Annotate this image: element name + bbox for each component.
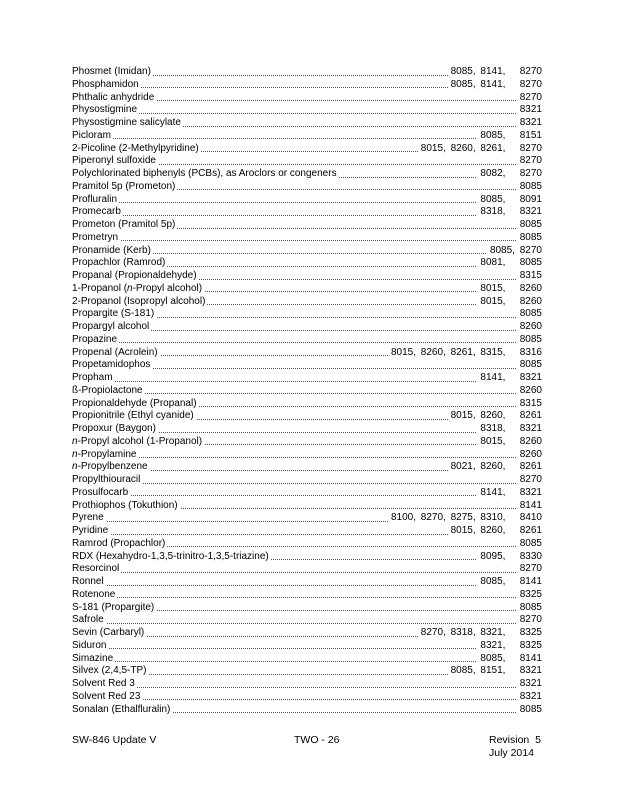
- index-entry: [72, 691, 542, 704]
- dot-leader: [72, 138, 542, 139]
- index-entry: [72, 130, 542, 143]
- index-entry: [72, 270, 542, 283]
- index-entry: [72, 423, 542, 436]
- method-numbers: 8085: [517, 704, 542, 717]
- index-entry: [72, 66, 542, 79]
- index-entry: [72, 117, 542, 130]
- method-numbers: 8260: [517, 385, 542, 398]
- index-entry: [72, 525, 542, 538]
- method-numbers: 8141, 8321: [477, 487, 542, 500]
- dot-leader: [72, 342, 542, 343]
- index-entry: [72, 500, 542, 513]
- method-numbers: 8270: [517, 92, 542, 105]
- method-numbers: 8082, 8270: [477, 168, 542, 181]
- chemical-name: Propoxur (Baygon): [72, 423, 156, 434]
- index-entry: [72, 589, 542, 602]
- chemical-name: n-Propyl alcohol (1-Propanol): [72, 435, 203, 447]
- chemical-name: Phosphamidon: [72, 78, 139, 90]
- chemical-name: Prometryn: [72, 231, 119, 243]
- method-numbers: 8085: [517, 334, 542, 347]
- index-entry: [72, 321, 542, 334]
- chemical-name: 2-Propanol (Isopropyl alcohol): [72, 295, 206, 307]
- method-numbers: 8141, 8321: [477, 372, 542, 385]
- method-numbers: 8321: [517, 117, 542, 130]
- method-numbers: 8081, 8085: [477, 257, 542, 270]
- method-numbers: 8100, 8270, 8275, 8310, 8410: [388, 512, 542, 525]
- method-numbers: 8085: [517, 308, 542, 321]
- dot-leader: [72, 495, 542, 496]
- chemical-name: Propazine: [72, 333, 118, 345]
- chemical-name: Propylthiouracil: [72, 474, 141, 485]
- chemical-name: Sevin (Carbaryl): [72, 627, 145, 638]
- dot-leader: [72, 202, 542, 203]
- index-entry: [72, 640, 542, 653]
- index-entry: [72, 232, 542, 245]
- dot-leader: [72, 623, 542, 624]
- index-entry: [72, 308, 542, 321]
- chemical-name: Polychlorinated biphenyls (PCBs), as Aroclors or congeners: [72, 168, 337, 179]
- chemical-name: Physostigmine: [72, 104, 138, 116]
- method-numbers: 8015, 8260: [477, 283, 542, 296]
- index-entry: [72, 79, 542, 92]
- index-entry: [72, 538, 542, 551]
- index-entry: [72, 359, 542, 372]
- method-numbers: 8270: [517, 474, 542, 487]
- chemical-name: Promecarb: [72, 206, 121, 218]
- chemical-name: Propanal (Propionaldehyde): [72, 270, 197, 281]
- method-numbers: 8085, 8141, 8270: [448, 79, 542, 92]
- index-entry: [72, 487, 542, 500]
- index-entry: [72, 602, 542, 615]
- method-numbers: 8085: [517, 359, 542, 372]
- method-numbers: 8015, 8260: [477, 296, 542, 309]
- method-numbers: 8085, 8141, 8270: [448, 66, 542, 79]
- index-entry: [72, 283, 542, 296]
- index-entry: [72, 347, 542, 360]
- method-numbers: 8085, 8141: [477, 576, 542, 589]
- method-numbers: 8085: [517, 181, 542, 194]
- index-entry: [72, 627, 542, 640]
- index-entry: [72, 334, 542, 347]
- chemical-name: Pyrene: [72, 512, 104, 524]
- footer-page-number: TWO - 26: [294, 734, 340, 746]
- chemical-name: Silvex (2,4,5-TP): [72, 665, 147, 677]
- footer-revision-number: Revision 5: [489, 734, 541, 746]
- chemical-name: Pyridine: [72, 525, 109, 536]
- index-entry: [72, 665, 542, 678]
- dot-leader: [72, 661, 542, 662]
- chemical-name: 1-Propanol (n-Propyl alcohol): [72, 282, 203, 294]
- method-numbers: 8321: [517, 104, 542, 117]
- method-numbers: 8318, 8321: [477, 423, 542, 436]
- method-numbers: 8015, 8260, 8261: [448, 525, 542, 538]
- index-entry: [72, 385, 542, 398]
- index-entry: [72, 194, 542, 207]
- chemical-name: Propetamidophos: [72, 359, 151, 371]
- chemical-name: Solvent Red 3: [72, 678, 135, 689]
- method-numbers: 8270: [517, 614, 542, 627]
- method-numbers: 8315: [517, 398, 542, 411]
- index-entry: [72, 461, 542, 474]
- method-numbers: 8321: [517, 678, 542, 691]
- chemical-name: Rotenone: [72, 588, 116, 600]
- chemical-name: Prometon (Pramitol 5p): [72, 219, 176, 230]
- chemical-name: Phosmet (Imidan): [72, 66, 151, 77]
- index-entry: [72, 551, 542, 564]
- dot-leader: [72, 215, 542, 216]
- method-numbers: 8015, 8260, 8261, 8315, 8316: [388, 347, 542, 360]
- method-numbers: 8315: [517, 270, 542, 283]
- chemical-name: Simazine: [72, 652, 114, 664]
- chemical-name: Propionitrile (Ethyl cyanide): [72, 410, 194, 422]
- chemical-name: Resorcinol: [72, 563, 120, 575]
- method-numbers: 8085: [517, 602, 542, 615]
- index-entry: [72, 206, 542, 219]
- method-numbers: 8085: [517, 219, 542, 232]
- method-numbers: 8015, 8260, 8261: [448, 410, 542, 423]
- method-numbers: 8260: [517, 321, 542, 334]
- method-numbers: 8321, 8325: [477, 640, 542, 653]
- index-entry: [72, 104, 542, 117]
- method-numbers: 8085, 8151: [477, 130, 542, 143]
- chemical-name: Propionaldehyde (Propanal): [72, 397, 197, 409]
- method-numbers: 8085: [517, 538, 542, 551]
- method-numbers: 8270, 8318, 8321, 8325: [418, 627, 542, 640]
- chemical-name: Ronnel: [72, 576, 104, 587]
- chemical-name: Profluralin: [72, 193, 118, 205]
- index-entry: [72, 563, 542, 576]
- dot-leader: [72, 572, 542, 573]
- dot-leader: [72, 585, 542, 586]
- index-entry: [72, 143, 542, 156]
- index-entry: [72, 653, 542, 666]
- chemical-name: Siduron: [72, 639, 107, 651]
- chemical-name: Prothiophos (Tokuthion): [72, 499, 178, 511]
- method-numbers: 8260: [517, 449, 542, 462]
- method-numbers: 8095, 8330: [477, 551, 542, 564]
- chemical-name: Phthalic anhydride: [72, 91, 155, 103]
- index-entry: [72, 449, 542, 462]
- chemical-name: Physostigmine salicylate: [72, 117, 181, 128]
- dot-leader: [72, 240, 542, 241]
- index-entry: [72, 181, 542, 194]
- index-entry: [72, 436, 542, 449]
- method-numbers: 8085, 8151, 8321: [448, 665, 542, 678]
- index-entry: [72, 372, 542, 385]
- footer-document-title: SW-846 Update V: [72, 734, 157, 746]
- method-numbers: 8015, 8260, 8261, 8270: [418, 143, 542, 156]
- chemical-name: Propargyl alcohol: [72, 321, 150, 332]
- chemical-name: ß-Propiolactone: [72, 384, 143, 396]
- method-numbers: 8015, 8260: [477, 436, 542, 449]
- index-entry: [72, 678, 542, 691]
- index-entry: [72, 576, 542, 589]
- method-numbers: 8325: [517, 589, 542, 602]
- dot-leader: [72, 113, 542, 114]
- index-entry: [72, 257, 542, 270]
- method-numbers: 8085, 8270: [487, 245, 542, 258]
- index-entry: [72, 168, 542, 181]
- index-entry: [72, 410, 542, 423]
- method-numbers: 8270: [517, 155, 542, 168]
- chemical-name: 2-Picoline (2-Methylpyridine): [72, 142, 199, 154]
- method-numbers: 8321: [517, 691, 542, 704]
- dot-leader: [72, 648, 542, 649]
- chemical-name: n-Propylbenzene: [72, 461, 148, 473]
- method-numbers: 8085, 8091: [477, 194, 542, 207]
- index-entry: [72, 704, 542, 717]
- chemical-name: Safrole: [72, 614, 104, 626]
- footer-revision: [489, 734, 541, 760]
- chemical-name: Propargite (S-181): [72, 308, 155, 320]
- index-entry: [72, 245, 542, 258]
- method-numbers: 8270: [517, 563, 542, 576]
- chemical-name: Propenal (Acrolein): [72, 346, 158, 358]
- chemical-name: S-181 (Propargite): [72, 601, 155, 613]
- method-numbers: 8085: [517, 232, 542, 245]
- chemical-name: Prosulfocarb: [72, 486, 129, 498]
- index-entry: [72, 92, 542, 105]
- dot-leader: [72, 597, 542, 598]
- footer-revision-date: July 2014: [489, 747, 534, 759]
- method-numbers: 8318, 8321: [477, 206, 542, 219]
- method-numbers: 8021, 8260, 8261: [448, 461, 542, 474]
- dot-leader: [72, 699, 542, 700]
- chemical-name: Pronamide (Kerb): [72, 244, 151, 256]
- index-entry: [72, 474, 542, 487]
- method-numbers: 8085, 8141: [477, 653, 542, 666]
- chemical-name: RDX (Hexahydro-1,3,5-trinitro-1,3,5-triazine): [72, 550, 269, 562]
- dot-leader: [72, 483, 542, 484]
- method-numbers: 8141: [517, 500, 542, 513]
- index-entry: [72, 614, 542, 627]
- chemical-name: Propachlor (Ramrod): [72, 257, 166, 269]
- chemical-index-list: [72, 66, 542, 716]
- index-entry: [72, 296, 542, 309]
- chemical-name: Picloram: [72, 129, 111, 141]
- dot-leader: [72, 457, 542, 458]
- index-entry: [72, 155, 542, 168]
- index-entry: [72, 219, 542, 232]
- chemical-name: n-Propylamine: [72, 448, 137, 460]
- chemical-name: Propham: [72, 372, 113, 383]
- chemical-name: Piperonyl sulfoxide: [72, 155, 156, 167]
- index-entry: [72, 512, 542, 525]
- chemical-name: Sonalan (Ethalfluralin): [72, 703, 171, 715]
- index-entry: [72, 398, 542, 411]
- chemical-name: Solvent Red 23: [72, 690, 141, 702]
- dot-leader: [72, 381, 542, 382]
- chemical-name: Pramitol 5p (Prometon): [72, 180, 176, 192]
- chemical-name: Ramrod (Propachlor): [72, 537, 166, 549]
- dot-leader: [72, 687, 542, 688]
